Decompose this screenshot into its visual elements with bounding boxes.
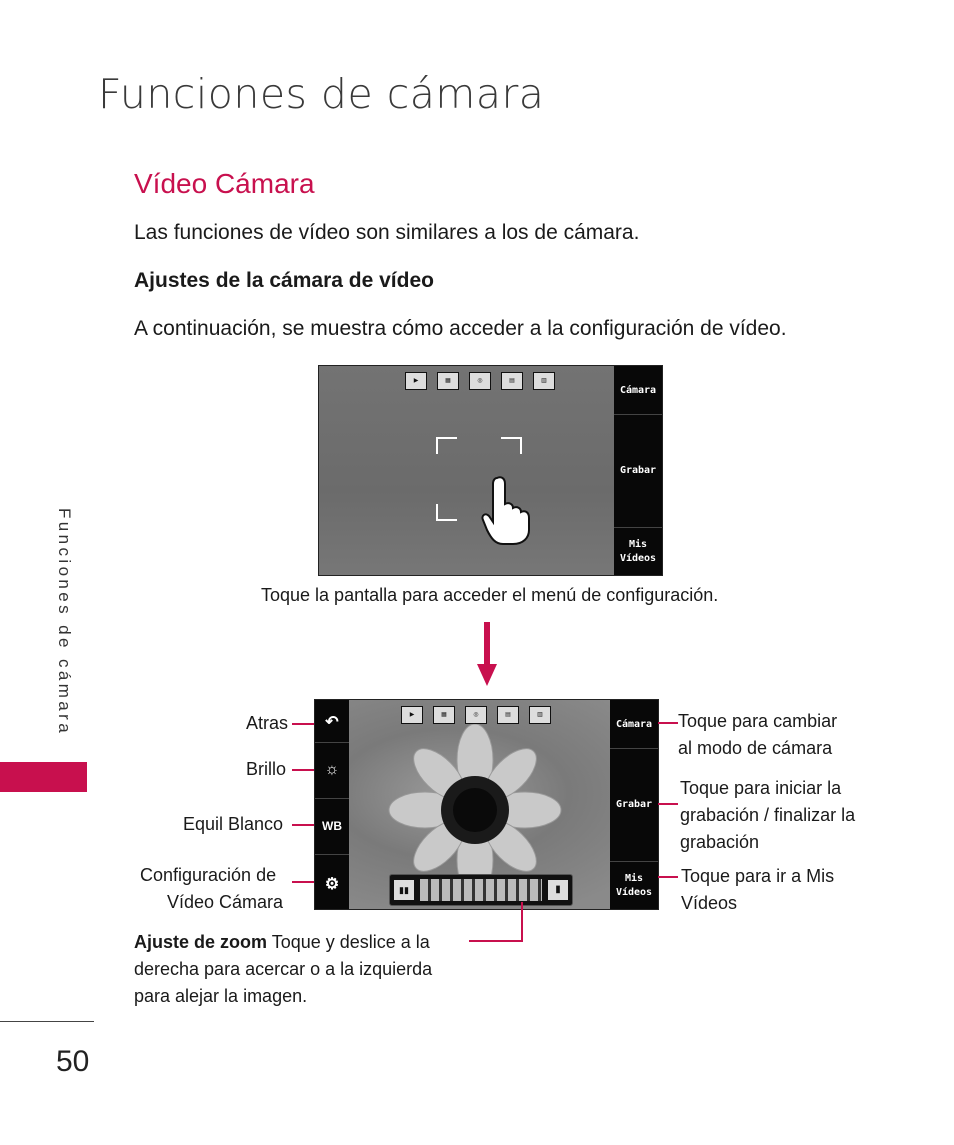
sub-heading: Ajustes de la cámara de vídeo — [134, 269, 434, 292]
grabar-button[interactable]: Grabar — [619, 465, 657, 476]
storage-icon: ▤ — [501, 372, 523, 390]
memory-icon: ▥ — [533, 372, 555, 390]
video-mode-icon: ▶ — [405, 372, 427, 390]
brightness-icon[interactable]: ☼ — [324, 761, 340, 778]
screen2-left-panel — [315, 700, 349, 909]
screen1-right-panel — [614, 366, 662, 575]
zoom-note-rest: Toque y deslice a la — [267, 932, 430, 952]
status-icons-2 — [401, 706, 551, 724]
callout-grabar-line1: Toque para iniciar la — [680, 778, 842, 798]
memory-icon: ▥ — [529, 706, 551, 724]
back-icon[interactable]: ↶ — [325, 714, 339, 731]
scene-icon: ◎ — [469, 372, 491, 390]
resolution-icon: ▦ — [433, 706, 455, 724]
callout-config-line2: Vídeo Cámara — [167, 892, 284, 912]
callout-mis-line2: Vídeos — [681, 893, 738, 913]
description-text: A continuación, se muestra cómo acceder a la configuración de vídeo. — [134, 317, 787, 340]
side-tab — [54, 508, 78, 748]
zoom-note-line3: para alejar la imagen. — [134, 986, 308, 1006]
videos-label: Vídeos — [619, 553, 657, 564]
settings-gear-icon[interactable]: ⚙ — [324, 876, 340, 893]
intro-text: Las funciones de vídeo son similares a los de cámara. — [134, 221, 640, 244]
zoom-track[interactable] — [420, 879, 542, 901]
storage-icon: ▤ — [497, 706, 519, 724]
mis-videos-button[interactable] — [610, 872, 658, 900]
callout-grabar-line2: grabación / finalizar la — [680, 805, 856, 825]
zoom-note-line2: derecha para acercar o a la izquierda — [134, 959, 433, 979]
screen2-right-panel — [610, 700, 658, 909]
videos-label: Vídeos — [615, 887, 653, 898]
camera-screen-preview[interactable] — [318, 365, 663, 576]
page-number: 50 — [56, 1045, 90, 1078]
section-title: Vídeo Cámara — [134, 168, 315, 199]
callout-brillo: Brillo — [246, 759, 287, 779]
callout-equil-blanco: Equil Blanco — [183, 814, 284, 834]
down-arrow-icon — [476, 622, 498, 688]
video-mode-icon: ▶ — [401, 706, 423, 724]
callout-grabar-line3: grabación — [680, 832, 760, 852]
mis-videos-button[interactable] — [614, 538, 662, 566]
mis-label: Mis — [628, 539, 648, 550]
hand-pointer-icon — [479, 474, 539, 546]
page-title: Funciones de cámara — [98, 70, 545, 118]
callout-mis-line1: Toque para ir a Mis — [681, 866, 835, 886]
screen1-caption: Toque la pantalla para acceder el menú de configuración. — [261, 585, 719, 605]
side-tab-marker — [0, 762, 87, 792]
zoom-note-line1 — [134, 932, 430, 953]
camera-screen-settings[interactable] — [314, 699, 659, 910]
callout-camara-line2: al modo de cámara — [678, 738, 833, 758]
side-tab-label: Funciones de cámara — [55, 508, 74, 737]
scene-icon: ◎ — [465, 706, 487, 724]
zoom-in-icon[interactable]: ▮ — [548, 880, 568, 900]
zoom-slider[interactable] — [389, 874, 573, 906]
callout-camara-line1: Toque para cambiar — [678, 711, 838, 731]
zoom-note-bold: Ajuste de zoom — [134, 932, 268, 952]
callout-atras: Atras — [246, 713, 289, 733]
camara-button[interactable]: Cámara — [615, 719, 653, 730]
status-icons — [405, 372, 555, 390]
footer-rule — [0, 1021, 94, 1022]
camara-button[interactable]: Cámara — [619, 385, 657, 396]
mis-label: Mis — [624, 873, 644, 884]
white-balance-icon[interactable]: WB — [322, 819, 342, 833]
callout-config-line1: Configuración de — [140, 865, 277, 885]
resolution-icon: ▦ — [437, 372, 459, 390]
grabar-button[interactable]: Grabar — [615, 799, 653, 810]
zoom-out-icon[interactable]: ▮▮ — [394, 880, 414, 900]
